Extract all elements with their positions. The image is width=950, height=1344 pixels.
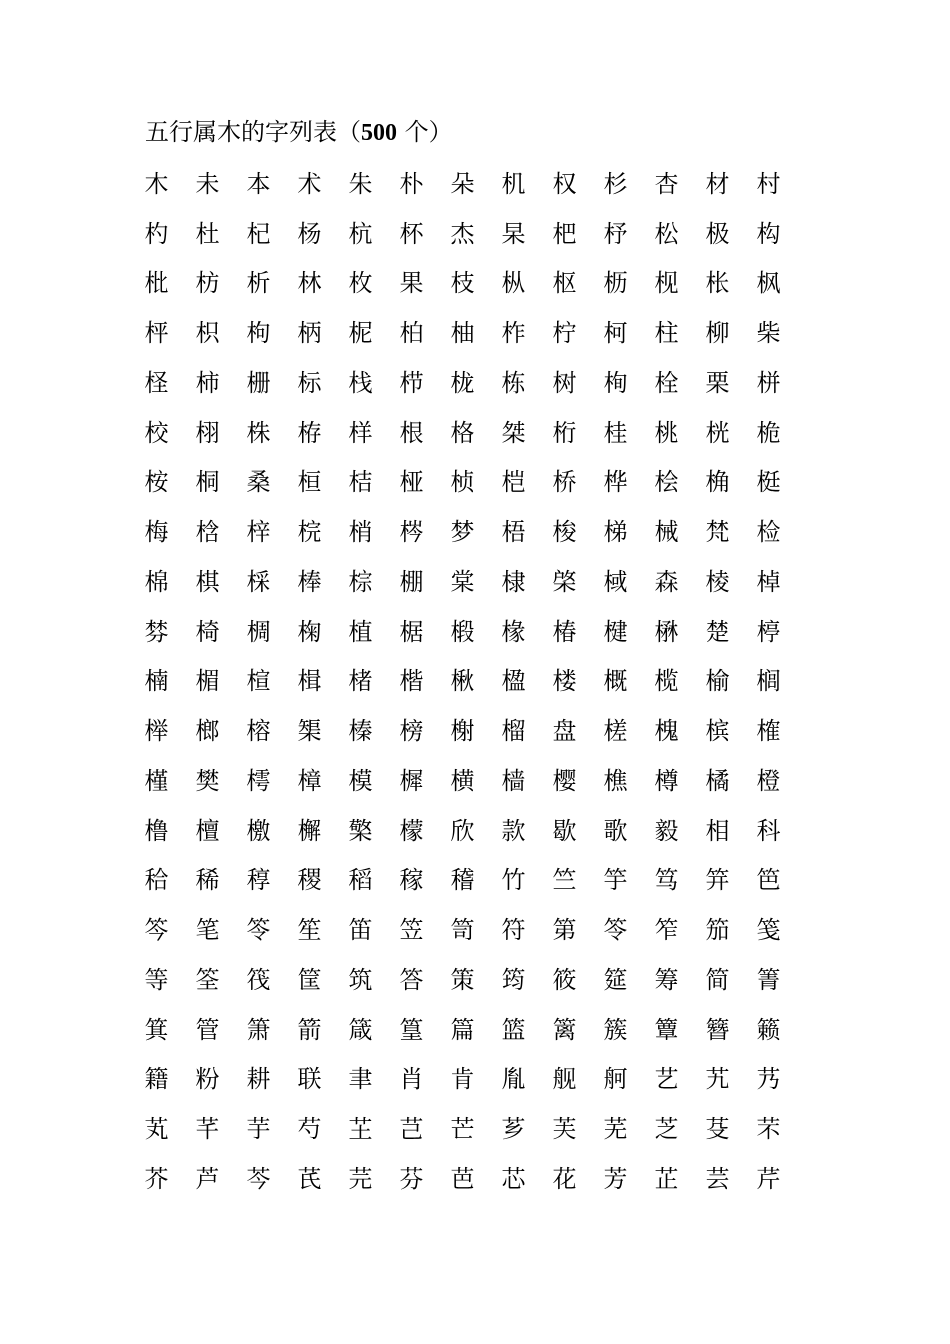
character-cell: 樵 [603, 766, 628, 795]
character-grid [131, 159, 811, 1204]
character-cell: 楚 [705, 617, 730, 646]
character-cell: 榘 [297, 717, 322, 746]
character-cell: 笳 [705, 916, 730, 945]
character-cell: 楸 [450, 667, 475, 696]
character-cell: 樟 [297, 766, 322, 795]
character-cell: 栗 [705, 368, 730, 397]
character-cell: 笆 [756, 866, 781, 895]
character-cell: 根 [399, 418, 424, 447]
character-cell: 舰 [552, 1065, 577, 1094]
character-cell: 楟 [756, 617, 781, 646]
character-cell: 榷 [756, 717, 781, 746]
character-row [131, 1154, 811, 1204]
character-cell: 筑 [348, 965, 373, 994]
character-cell: 肯 [450, 1065, 475, 1094]
character-cell: 稷 [297, 866, 322, 895]
character-cell: 柠 [552, 319, 577, 348]
character-cell: 籍 [144, 1065, 169, 1094]
character-cell: 芣 [756, 1115, 781, 1144]
character-cell: 模 [348, 766, 373, 795]
character-cell: 木 [144, 169, 169, 198]
character-cell: 桓 [297, 468, 322, 497]
character-cell: 桂 [603, 418, 628, 447]
character-cell: 篱 [552, 1015, 577, 1044]
character-cell: 秴 [144, 866, 169, 895]
character-cell: 梓 [246, 518, 271, 547]
character-cell: 芪 [297, 1164, 322, 1193]
character-cell: 棣 [501, 567, 526, 596]
character-cell: 椅 [195, 617, 220, 646]
character-cell: 椐 [399, 617, 424, 646]
character-cell: 笠 [399, 916, 424, 945]
character-cell: 榈 [756, 667, 781, 696]
character-cell: 笙 [297, 916, 322, 945]
character-cell: 檠 [348, 816, 373, 845]
character-cell: 桁 [552, 418, 577, 447]
character-cell: 簇 [603, 1015, 628, 1044]
character-cell: 栟 [756, 368, 781, 397]
character-cell: 柞 [501, 319, 526, 348]
character-cell: 标 [297, 368, 322, 397]
character-cell: 笮 [654, 916, 679, 945]
character-cell: 箫 [246, 1015, 271, 1044]
character-cell: 朴 [399, 169, 424, 198]
character-cell: 椿 [552, 617, 577, 646]
character-cell: 棠 [450, 567, 475, 596]
character-cell: 芯 [501, 1164, 526, 1193]
character-cell: 筠 [501, 965, 526, 994]
character-cell: 棒 [297, 567, 322, 596]
character-cell: 芒 [450, 1115, 475, 1144]
character-cell: 杏 [654, 169, 679, 198]
character-cell: 析 [246, 269, 271, 298]
character-cell: 芊 [195, 1115, 220, 1144]
character-cell: 芏 [348, 1115, 373, 1144]
character-cell: 芦 [195, 1164, 220, 1193]
character-cell: 稀 [195, 866, 220, 895]
character-cell: 柚 [450, 319, 475, 348]
character-cell: 芙 [552, 1115, 577, 1144]
character-cell: 胤 [501, 1065, 526, 1094]
character-cell: 槟 [705, 717, 730, 746]
character-cell: 材 [705, 169, 730, 198]
character-cell: 橹 [144, 816, 169, 845]
character-cell: 楦 [246, 667, 271, 696]
character-cell: 芹 [756, 1164, 781, 1193]
character-cell: 枢 [552, 269, 577, 298]
character-cell: 栩 [195, 418, 220, 447]
character-row [131, 458, 811, 508]
character-cell: 等 [144, 965, 169, 994]
character-cell: 桅 [756, 418, 781, 447]
character-cell: 桦 [603, 468, 628, 497]
character-cell: 相 [705, 816, 730, 845]
character-cell: 芬 [399, 1164, 424, 1193]
character-cell: 棱 [705, 567, 730, 596]
character-cell: 芸 [705, 1164, 730, 1193]
character-cell: 芗 [501, 1115, 526, 1144]
character-cell: 栒 [603, 368, 628, 397]
character-cell: 筱 [552, 965, 577, 994]
character-cell: 桉 [144, 468, 169, 497]
character-cell: 楙 [654, 617, 679, 646]
character-cell: 箭 [297, 1015, 322, 1044]
character-cell: 桀 [501, 418, 526, 447]
character-cell: 松 [654, 219, 679, 248]
character-cell: 枧 [654, 269, 679, 298]
character-row [131, 507, 811, 557]
character-cell: 榄 [654, 667, 679, 696]
character-cell: 芥 [144, 1164, 169, 1193]
character-cell: 榴 [501, 717, 526, 746]
character-cell: 杲 [501, 219, 526, 248]
character-cell: 楮 [348, 667, 373, 696]
character-cell: 柄 [297, 319, 322, 348]
character-cell: 樗 [246, 766, 271, 795]
character-cell: 竹 [501, 866, 526, 895]
character-cell: 棉 [144, 567, 169, 596]
character-cell: 聿 [348, 1065, 373, 1094]
character-cell: 樨 [399, 766, 424, 795]
character-cell: 笄 [705, 866, 730, 895]
character-cell: 稼 [399, 866, 424, 895]
character-cell: 枥 [603, 269, 628, 298]
character-cell: 筐 [297, 965, 322, 994]
title-count: 500 [361, 120, 397, 146]
character-cell: 筹 [654, 965, 679, 994]
character-cell: 棕 [348, 567, 373, 596]
character-cell: 杞 [246, 219, 271, 248]
character-cell: 槐 [654, 717, 679, 746]
character-cell: 杉 [603, 169, 628, 198]
character-row [131, 159, 811, 209]
character-cell: 枰 [144, 319, 169, 348]
character-row [131, 408, 811, 458]
character-cell: 杯 [399, 219, 424, 248]
character-cell: 管 [195, 1015, 220, 1044]
character-cell: 植 [348, 617, 373, 646]
character-cell: 芭 [450, 1164, 475, 1193]
character-cell: 样 [348, 418, 373, 447]
character-cell: 未 [195, 169, 220, 198]
character-cell: 柱 [654, 319, 679, 348]
character-cell: 横 [450, 766, 475, 795]
character-cell: 榛 [348, 717, 373, 746]
character-cell: 楹 [501, 667, 526, 696]
character-cell: 盘 [552, 717, 577, 746]
character-cell: 林 [297, 269, 322, 298]
character-cell: 棫 [603, 567, 628, 596]
character-row [131, 806, 811, 856]
character-row [131, 209, 811, 259]
character-cell: 策 [450, 965, 475, 994]
character-cell: 筵 [603, 965, 628, 994]
character-cell: 梭 [552, 518, 577, 547]
character-cell: 桐 [195, 468, 220, 497]
character-cell: 柯 [603, 319, 628, 348]
character-cell: 楣 [195, 667, 220, 696]
character-cell: 竽 [603, 866, 628, 895]
character-cell: 栓 [654, 368, 679, 397]
character-cell: 簪 [705, 1015, 730, 1044]
character-cell: 楗 [603, 617, 628, 646]
character-row [131, 557, 811, 607]
character-cell: 构 [756, 219, 781, 248]
character-cell: 杜 [195, 219, 220, 248]
page-title [145, 116, 453, 149]
character-cell: 枋 [195, 269, 220, 298]
character-cell: 檬 [399, 816, 424, 845]
character-row [131, 905, 811, 955]
character-cell: 简 [705, 965, 730, 994]
character-cell: 槿 [144, 766, 169, 795]
character-cell: 樯 [501, 766, 526, 795]
character-cell: 枚 [348, 269, 373, 298]
character-cell: 杨 [297, 219, 322, 248]
character-cell: 榉 [144, 717, 169, 746]
character-cell: 椴 [450, 617, 475, 646]
character-cell: 柽 [144, 368, 169, 397]
character-cell: 栊 [450, 368, 475, 397]
character-cell: 楫 [297, 667, 322, 696]
character-cell: 芝 [654, 1115, 679, 1144]
character-cell: 棚 [399, 567, 424, 596]
character-cell: 簟 [654, 1015, 679, 1044]
character-cell: 榜 [399, 717, 424, 746]
character-cell: 椽 [501, 617, 526, 646]
character-cell: 粉 [195, 1065, 220, 1094]
character-cell: 榭 [450, 717, 475, 746]
character-cell: 检 [756, 518, 781, 547]
character-row [131, 955, 811, 1005]
character-cell: 篮 [501, 1015, 526, 1044]
character-cell: 毅 [654, 816, 679, 845]
character-row [131, 607, 811, 657]
character-cell: 杰 [450, 219, 475, 248]
character-cell: 槎 [603, 717, 628, 746]
character-cell: 柳 [705, 319, 730, 348]
character-cell: 芋 [246, 1115, 271, 1144]
character-row [131, 756, 811, 806]
character-cell: 芳 [603, 1164, 628, 1193]
character-cell: 梯 [603, 518, 628, 547]
character-cell: 芄 [144, 1115, 169, 1144]
character-cell: 筏 [246, 965, 271, 994]
character-cell: 梃 [756, 468, 781, 497]
character-cell: 桠 [399, 468, 424, 497]
character-cell: 稽 [450, 866, 475, 895]
character-cell: 柏 [399, 319, 424, 348]
character-cell: 樱 [552, 766, 577, 795]
character-cell: 概 [603, 667, 628, 696]
character-row [131, 657, 811, 707]
character-cell: 桔 [348, 468, 373, 497]
character-cell: 枝 [450, 269, 475, 298]
character-cell: 笥 [450, 916, 475, 945]
character-cell: 桢 [450, 468, 475, 497]
character-cell: 权 [552, 169, 577, 198]
character-cell: 楼 [552, 667, 577, 696]
character-cell: 棌 [246, 567, 271, 596]
character-cell: 棹 [756, 567, 781, 596]
character-cell: 柿 [195, 368, 220, 397]
character-cell: 稕 [246, 866, 271, 895]
character-cell: 桄 [705, 418, 730, 447]
character-cell: 橙 [756, 766, 781, 795]
character-cell: 梦 [450, 518, 475, 547]
character-cell: 笺 [756, 916, 781, 945]
character-cell: 榕 [246, 717, 271, 746]
character-cell: 芜 [603, 1115, 628, 1144]
character-cell: 梡 [297, 518, 322, 547]
character-cell: 耕 [246, 1065, 271, 1094]
character-cell: 艽 [705, 1065, 730, 1094]
character-cell: 芑 [399, 1115, 424, 1144]
character-cell: 果 [399, 269, 424, 298]
character-row [131, 259, 811, 309]
character-cell: 栅 [246, 368, 271, 397]
character-cell: 椆 [246, 617, 271, 646]
character-cell: 杷 [552, 219, 577, 248]
character-cell: 笔 [195, 916, 220, 945]
character-cell: 篁 [399, 1015, 424, 1044]
character-cell: 艺 [654, 1065, 679, 1094]
character-cell: 芟 [705, 1115, 730, 1144]
character-cell: 桤 [501, 468, 526, 497]
character-cell: 杭 [348, 219, 373, 248]
character-cell: 楠 [144, 667, 169, 696]
character-cell: 欣 [450, 816, 475, 845]
character-row [131, 1055, 811, 1105]
character-cell: 栋 [501, 368, 526, 397]
character-cell: 檀 [195, 816, 220, 845]
character-cell: 笛 [348, 916, 373, 945]
character-cell: 芍 [297, 1115, 322, 1144]
character-cell: 梒 [195, 518, 220, 547]
character-cell: 檄 [246, 816, 271, 845]
character-cell: 楷 [399, 667, 424, 696]
character-cell: 箐 [756, 965, 781, 994]
character-cell: 榆 [705, 667, 730, 696]
character-cell: 筌 [195, 965, 220, 994]
character-cell: 箴 [348, 1015, 373, 1044]
character-cell: 柅 [348, 319, 373, 348]
character-cell: 栈 [348, 368, 373, 397]
character-cell: 朵 [450, 169, 475, 198]
character-cell: 芫 [348, 1164, 373, 1193]
character-cell: 枞 [501, 269, 526, 298]
character-cell: 栉 [399, 368, 424, 397]
character-cell: 栫 [297, 418, 322, 447]
character-cell: 机 [501, 169, 526, 198]
character-cell: 极 [705, 219, 730, 248]
character-cell: 籁 [756, 1015, 781, 1044]
title-suffix: 个） [397, 118, 453, 146]
character-cell: 术 [297, 169, 322, 198]
character-cell: 株 [246, 418, 271, 447]
character-cell: 符 [501, 916, 526, 945]
character-cell: 枳 [195, 319, 220, 348]
character-cell: 枸 [246, 319, 271, 348]
character-row [131, 308, 811, 358]
character-cell: 第 [552, 916, 577, 945]
character-cell: 桧 [654, 468, 679, 497]
character-cell: 樊 [195, 766, 220, 795]
character-row [131, 856, 811, 906]
character-cell: 芷 [654, 1164, 679, 1193]
character-row [131, 1104, 811, 1154]
character-cell: 格 [450, 418, 475, 447]
character-cell: 稻 [348, 866, 373, 895]
character-cell: 花 [552, 1164, 577, 1193]
character-cell: 艿 [756, 1065, 781, 1094]
character-cell: 校 [144, 418, 169, 447]
character-cell: 肖 [399, 1065, 424, 1094]
character-cell: 歇 [552, 816, 577, 845]
character-cell: 枫 [756, 269, 781, 298]
character-cell: 柴 [756, 319, 781, 348]
character-row [131, 358, 811, 408]
character-cell: 树 [552, 368, 577, 397]
character-cell: 械 [654, 518, 679, 547]
character-cell: 款 [501, 816, 526, 845]
character-cell: 桑 [246, 468, 271, 497]
character-cell: 榔 [195, 717, 220, 746]
character-cell: 本 [246, 169, 271, 198]
character-cell: 樽 [654, 766, 679, 795]
character-cell: 棼 [144, 617, 169, 646]
character-cell: 橘 [705, 766, 730, 795]
character-cell: 科 [756, 816, 781, 845]
character-cell: 桃 [654, 418, 679, 447]
character-cell: 檞 [297, 816, 322, 845]
character-cell: 舸 [603, 1065, 628, 1094]
character-cell: 椈 [297, 617, 322, 646]
character-cell: 梣 [399, 518, 424, 547]
character-cell: 笭 [246, 916, 271, 945]
character-cell: 村 [756, 169, 781, 198]
character-cell: 笃 [654, 866, 679, 895]
character-row [131, 1005, 811, 1055]
character-cell: 枨 [705, 269, 730, 298]
character-cell: 梵 [705, 518, 730, 547]
character-cell: 梧 [501, 518, 526, 547]
character-cell: 歌 [603, 816, 628, 845]
character-cell: 杓 [144, 219, 169, 248]
character-cell: 朱 [348, 169, 373, 198]
character-cell: 桷 [705, 468, 730, 497]
character-cell: 森 [654, 567, 679, 596]
title-prefix: 五行属木的字列表（ [145, 118, 361, 146]
character-cell: 芩 [246, 1164, 271, 1193]
character-cell: 笭 [603, 916, 628, 945]
character-cell: 梢 [348, 518, 373, 547]
character-cell: 梅 [144, 518, 169, 547]
character-cell: 箕 [144, 1015, 169, 1044]
character-cell: 篇 [450, 1015, 475, 1044]
character-cell: 枇 [144, 269, 169, 298]
character-cell: 联 [297, 1065, 322, 1094]
character-cell: 笒 [144, 916, 169, 945]
character-cell: 棨 [552, 567, 577, 596]
character-cell: 杼 [603, 219, 628, 248]
character-cell: 答 [399, 965, 424, 994]
character-cell: 桥 [552, 468, 577, 497]
character-cell: 竺 [552, 866, 577, 895]
character-cell: 棋 [195, 567, 220, 596]
character-row [131, 706, 811, 756]
